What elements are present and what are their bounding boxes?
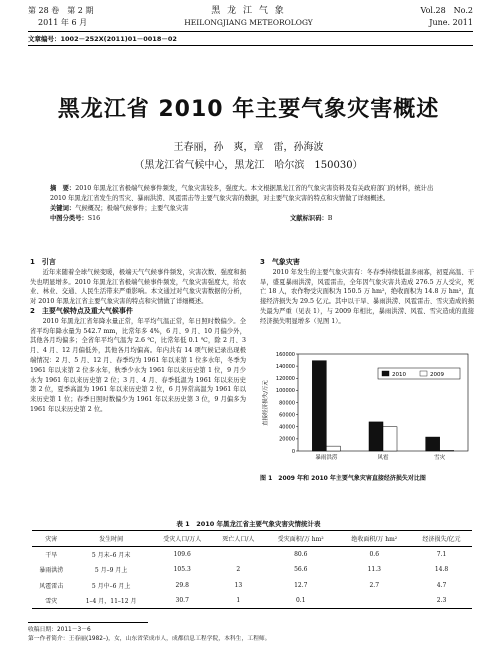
header-rule	[28, 31, 473, 32]
y-axis-label: 直接经济损失/万元	[263, 380, 269, 426]
abstract-body	[50, 184, 450, 204]
section-2-heading: 2 主要气候特点及重大气候事件	[30, 306, 133, 315]
table-cell: 2.3	[411, 593, 472, 609]
bar-2010-1	[369, 422, 383, 451]
y-tick-label: 40000	[279, 424, 295, 431]
legend-label-2010: 2010	[392, 372, 406, 378]
bar-2009-0	[326, 446, 340, 451]
y-tick-label: 120000	[275, 376, 295, 383]
table-cell: 80.6	[294, 551, 308, 558]
table-caption: 表 1 2010 年黑龙江省主要气象灾害灾情统计表	[176, 520, 321, 528]
abstract-label: 摘 要：	[50, 185, 76, 192]
table-row	[32, 562, 472, 578]
header-rule-2	[28, 45, 473, 46]
doc-code: B	[327, 215, 333, 222]
legend-swatch-2010	[382, 371, 389, 376]
legend	[378, 368, 460, 379]
volume-issue: 第 28 卷 第 2 期	[28, 6, 94, 15]
authors: 王春丽，孙 爽，章 雷，孙海波	[173, 142, 324, 153]
keywords: 气候概况；极端气候事件；主要气象灾害	[75, 205, 189, 212]
clc-label: 中图分类号：	[50, 215, 88, 222]
col-header: 死亡人口/人	[213, 531, 264, 547]
y-tick-label: 140000	[275, 363, 295, 370]
x-category-label: 雪灾	[434, 455, 446, 461]
date-en: June. 2011	[429, 18, 473, 27]
classification-line	[50, 214, 450, 224]
journal-name-en: HEILONGJIANG METEOROLOGY	[184, 18, 313, 27]
y-axis-ticks	[276, 352, 298, 455]
paper-title: 黑龙江省 2010 年主要气象灾害概述	[57, 97, 440, 122]
footnote-rule	[28, 622, 148, 623]
article-number: 文章编号：1002－252X(2011)01－0018－02	[28, 35, 177, 43]
figure-caption: 图 1 2009 年和 2010 年主要气象灾害直接经济损失对比图	[260, 475, 426, 482]
disaster-table	[32, 530, 472, 609]
table-cell: 1–4 月，11–12 月	[70, 593, 151, 609]
received-date: 收稿日期：2011－3－6	[28, 627, 91, 633]
bar-2010-0	[312, 361, 326, 451]
table-cell: 7.1	[436, 551, 447, 558]
doc-code-label: 文献标识码：	[290, 215, 328, 222]
bar-2009-1	[383, 427, 397, 451]
y-tick-label: 20000	[279, 436, 295, 443]
affiliation: （黑龙江省气候中心，黑龙江 哈尔滨 150030）	[134, 160, 363, 171]
table-cell: 2	[236, 566, 241, 574]
col-header: 绝收面积/万 hm²	[338, 531, 412, 547]
col-header: 受灾面积/万 hm²	[264, 531, 338, 547]
table-cell: 13	[234, 581, 243, 589]
col-header: 受灾人口/万人	[152, 531, 213, 547]
table-row	[32, 547, 472, 563]
table-cell: 雪灾	[32, 593, 70, 609]
y-tick-label: 160000	[275, 351, 295, 358]
table-cell: 5 月–9 月上	[94, 567, 128, 575]
keywords-label: 关键词：	[50, 205, 76, 212]
keywords-line	[50, 204, 450, 214]
author-bio: 第一作者简介：王春丽(1982–)，女，山东省荣成市人，成都信息工程学院，本科生，工程师。	[28, 636, 271, 642]
abstract-text: 2010 年黑龙江省极端气候事件频发，气象灾害较多，强度大。本文根据黑龙江省的气象灾害资料及有关政府部门的材料，统计出 2010 年黑龙江省发生的雪灾、暴雨洪涝、风雹雷击等主要气象灾害的数据，对主要气象灾害的特点和灾情做了详细概述。	[50, 185, 434, 202]
y-tick-label: 60000	[279, 412, 295, 419]
y-tick-label: 80000	[279, 400, 295, 407]
col-header: 灾害	[32, 531, 70, 547]
table-cell: 14.8	[434, 566, 449, 574]
table-row	[32, 578, 472, 594]
y-tick-label: 0	[291, 448, 295, 455]
right-column	[260, 258, 474, 327]
footnote	[28, 626, 473, 644]
x-axis-categories	[315, 453, 445, 461]
bar-2009-2	[440, 450, 454, 451]
table-header-row	[32, 531, 472, 547]
table-cell	[338, 593, 412, 609]
table-cell: 5 月末–6 月末	[91, 552, 131, 559]
table-cell: 2.7	[369, 581, 380, 589]
x-category-label: 暴雨洪涝	[315, 455, 338, 461]
section-1-paragraph: 近年来随着全球气候变暖，极端天气气候事件频发，灾害次数、强度和损失也明显增多。2010 年黑龙江省极端气候事件频发，气象灾害强度大，给农业、林业、交通、人民生活带来严重影响。本文通过对气象灾害数据的分析，对 2010 年黑龙江省主要气象灾害的特点和灾情做了详细概述。	[30, 268, 246, 306]
table-cell: 12.7	[294, 581, 308, 589]
table-row	[32, 593, 472, 609]
section-1-heading: 1 引言	[30, 258, 56, 266]
table-cell: 11.3	[367, 566, 381, 574]
left-column	[30, 258, 246, 415]
journal-name: 黑 龙 江 气 象	[211, 6, 286, 16]
table-cell: 56.6	[294, 566, 308, 574]
x-category-label: 风雹	[377, 455, 389, 461]
table-cell: 29.8	[175, 581, 189, 589]
table-cell: 105.3	[173, 566, 191, 574]
section-2-paragraph: 2010 年黑龙江省年降水量正常，年平均气温正常，年日照时数偏少。全省平均年降水量为 542.7 mm，比常年多 4%，6 月、9 月、10 月偏少外，其他各月均偏多；全省年平均气温为 2.6 ℃，比常年低 0.1 ℃，除 2 月、3 月、4 月、12 月偏低外，其他各月均偏高。年内共有 14 项气候记录出现极端情况：2 月、5 月、12 月、春季均为 1961 年以来第 1 位多水年，冬季为 1961 年以来第 2 位多水年，秋季少水为 1961 年以来历史第 1 位，9 月少水为 1961 年以来历史第 2 位；3 月、4 月、春季低温为 1961 年以来历史第 2 位，夏季高温为 1961 年以来历史第 2 位，6 月异常高温为 1961 年以来历史第 1 位；春季日照时数偏少为 1961 年以来历史第 3 位，9 月偏多为 1961 年以来历史第 2 位。	[30, 317, 246, 413]
table-cell: 0.1	[264, 593, 338, 609]
table-cell: 4.7	[436, 581, 447, 589]
table-cell: 5 月中–6 月上	[91, 582, 131, 590]
legend-label-2009: 2009	[430, 372, 444, 378]
table-cell: 1	[213, 593, 264, 609]
table-cell: 30.7	[152, 593, 213, 609]
abstract	[50, 184, 450, 224]
section-3-heading: 3 气象灾害	[260, 258, 300, 266]
table-cell	[213, 547, 264, 563]
legend-box	[378, 368, 460, 379]
loss-comparison-chart	[258, 348, 476, 470]
section-3-paragraph: 2010 年发生的主要气象灾害有：冬春季持续低温多雨寡，初夏高温、干旱，盛夏暴雨洪涝，风雹雷击，全年因气象灾害共造成 276.5 万人受灾，死亡 18 人，农作物受灾面积为 150.5 万 hm²，绝收面积为 14.8 万 hm²，直接经济损失为 29.5 亿元。其中以干旱、暴雨洪涝、风雹雷击、雪灾造成的损失最为严重（见表 1），与 2009 年相比，暴雨洪涝、风雹、雪灾造成的直接经济损失明显增多（见图 1）。	[260, 268, 474, 325]
table-cell: 暴雨洪涝	[39, 567, 64, 575]
col-header: 发生时间	[70, 531, 151, 547]
volume-en: Vol.28 No.2	[420, 6, 473, 15]
y-tick-label: 100000	[275, 388, 295, 395]
legend-swatch-2009	[420, 371, 427, 376]
table-cell: 风雹雷击	[39, 582, 64, 590]
table-cell: 109.6	[173, 551, 191, 558]
bar-2010-2	[426, 437, 440, 451]
table-cell: 0.6	[369, 551, 380, 558]
col-header: 经济损失/亿元	[411, 531, 472, 547]
issue-date: 2011 年 6 月	[38, 18, 88, 27]
clc-code: S16	[87, 215, 101, 222]
table-cell: 干旱	[45, 552, 58, 559]
